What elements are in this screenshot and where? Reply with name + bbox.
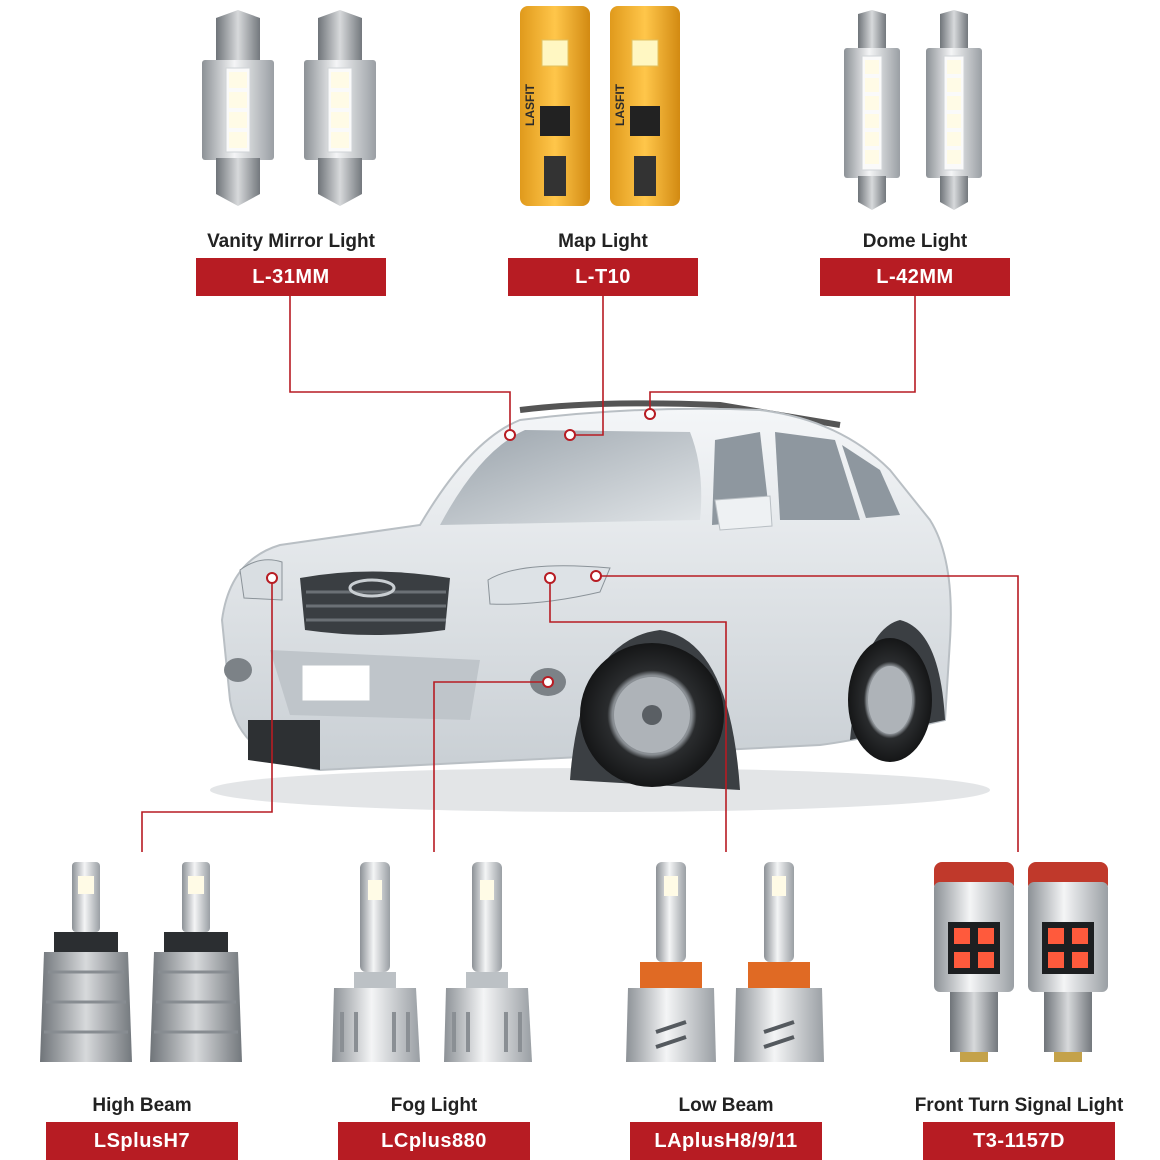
brand-marking: LASFIT (523, 84, 537, 126)
t10-wedge-bulb-icon (520, 6, 590, 206)
h11-headlight-bulb-icon (734, 862, 824, 1062)
brand-marking: LASFIT (613, 84, 627, 126)
h7-headlight-bulb-icon (40, 862, 132, 1062)
product-model-badge: L-31MM (196, 258, 386, 296)
product-model-badge: T3-1157D (923, 1122, 1115, 1160)
map-light-bulbs (520, 6, 680, 206)
product-name: Vanity Mirror Light (207, 231, 375, 252)
turn-signal-bulbs (934, 862, 1108, 1062)
festoon-31mm-bulb-icon (304, 10, 376, 206)
vanity-mirror-bulbs (202, 10, 376, 206)
product-name: Fog Light (390, 1095, 478, 1116)
h11-headlight-bulb-icon (626, 862, 716, 1062)
festoon-42mm-bulb-icon (926, 10, 982, 210)
1157-signal-bulb-icon (934, 862, 1014, 1062)
product-name: Dome Light (862, 231, 968, 252)
vanity-mirror-label (196, 228, 386, 296)
turn-signal-label (904, 1092, 1134, 1160)
low-beam-label (630, 1092, 822, 1160)
low-beam-bulbs (626, 862, 824, 1062)
product-model-badge: L-42MM (820, 258, 1010, 296)
suv-car-icon (210, 403, 990, 812)
h7-headlight-bulb-icon (150, 862, 242, 1062)
1157-signal-bulb-icon (1028, 862, 1108, 1062)
product-model-badge: LCplus880 (338, 1122, 530, 1160)
product-name: Map Light (558, 231, 648, 252)
product-name: Low Beam (678, 1095, 774, 1116)
product-model-badge: LAplusH8/9/11 (630, 1122, 822, 1160)
fog-light-label (338, 1092, 530, 1160)
high-beam-bulbs (40, 862, 242, 1062)
map-light-label (508, 228, 698, 296)
t10-wedge-bulb-icon (610, 6, 680, 206)
dome-light-label (820, 228, 1010, 296)
880-fog-bulb-icon (332, 862, 420, 1062)
product-name: Front Turn Signal Light (914, 1095, 1124, 1116)
product-name: High Beam (92, 1095, 192, 1116)
product-model-badge: LSplusH7 (46, 1122, 238, 1160)
high-beam-label (46, 1092, 238, 1160)
product-model-badge: L-T10 (508, 258, 698, 296)
dome-light-bulbs (844, 10, 982, 210)
festoon-42mm-bulb-icon (844, 10, 900, 210)
festoon-31mm-bulb-icon (202, 10, 274, 206)
880-fog-bulb-icon (444, 862, 532, 1062)
fog-light-bulbs (332, 862, 532, 1062)
